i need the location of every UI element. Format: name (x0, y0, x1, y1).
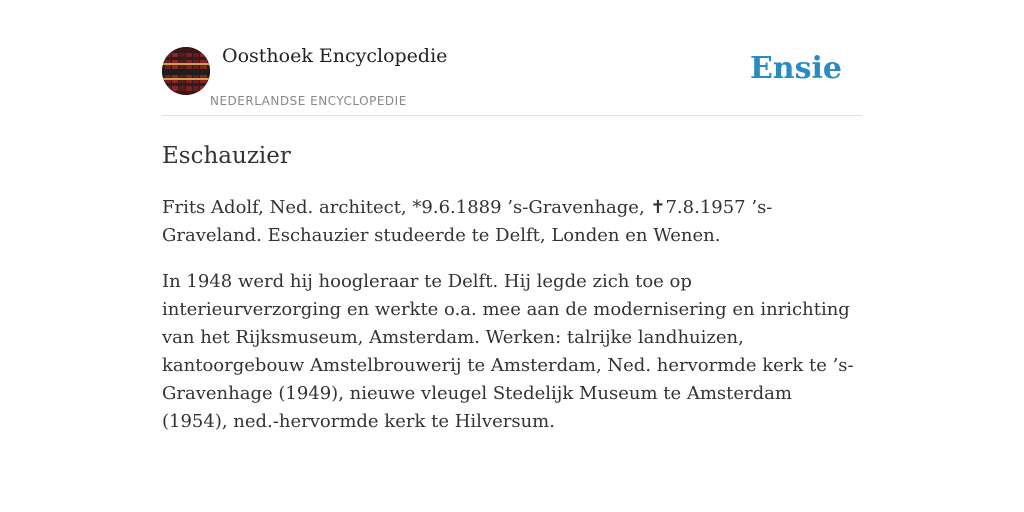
site-name[interactable]: Oosthoek Encyclopedie (222, 45, 448, 67)
encyclopedia-books-icon[interactable] (162, 47, 210, 95)
article (162, 142, 862, 436)
article-paragraph: Frits Adolf, Ned. architect, *9.6.1889 ’s-Gravenhage, ✝7.8.1957 ’s-Graveland. Eschauzier studeerde te Delft, Londen en Wenen. (162, 197, 773, 246)
page-container (162, 0, 862, 454)
site-subtitle: NEDERLANDSE ENCYCLOPEDIE (210, 94, 407, 108)
site-header (162, 0, 862, 116)
article-body (162, 194, 862, 436)
article-paragraph: In 1948 werd hij hoogleraar te Delft. Hij legde zich toe op interieurverzorging en werkte o.a. mee aan de modernisering en inrichting van het Rijksmuseum, Amsterdam. Werken: talrijke landhuizen, kantoorgebouw Amstelbrouwerij te Amsterdam, Ned. hervormde kerk te ’s-Gravenhage (1949), nieuwe vleugel Stedelijk Museum te Amsterdam (1954), ned.-hervormde kerk te Hilversum. (162, 271, 854, 432)
article-title: Eschauzier (162, 143, 291, 169)
brand-logo-link[interactable]: Ensie (749, 51, 842, 86)
